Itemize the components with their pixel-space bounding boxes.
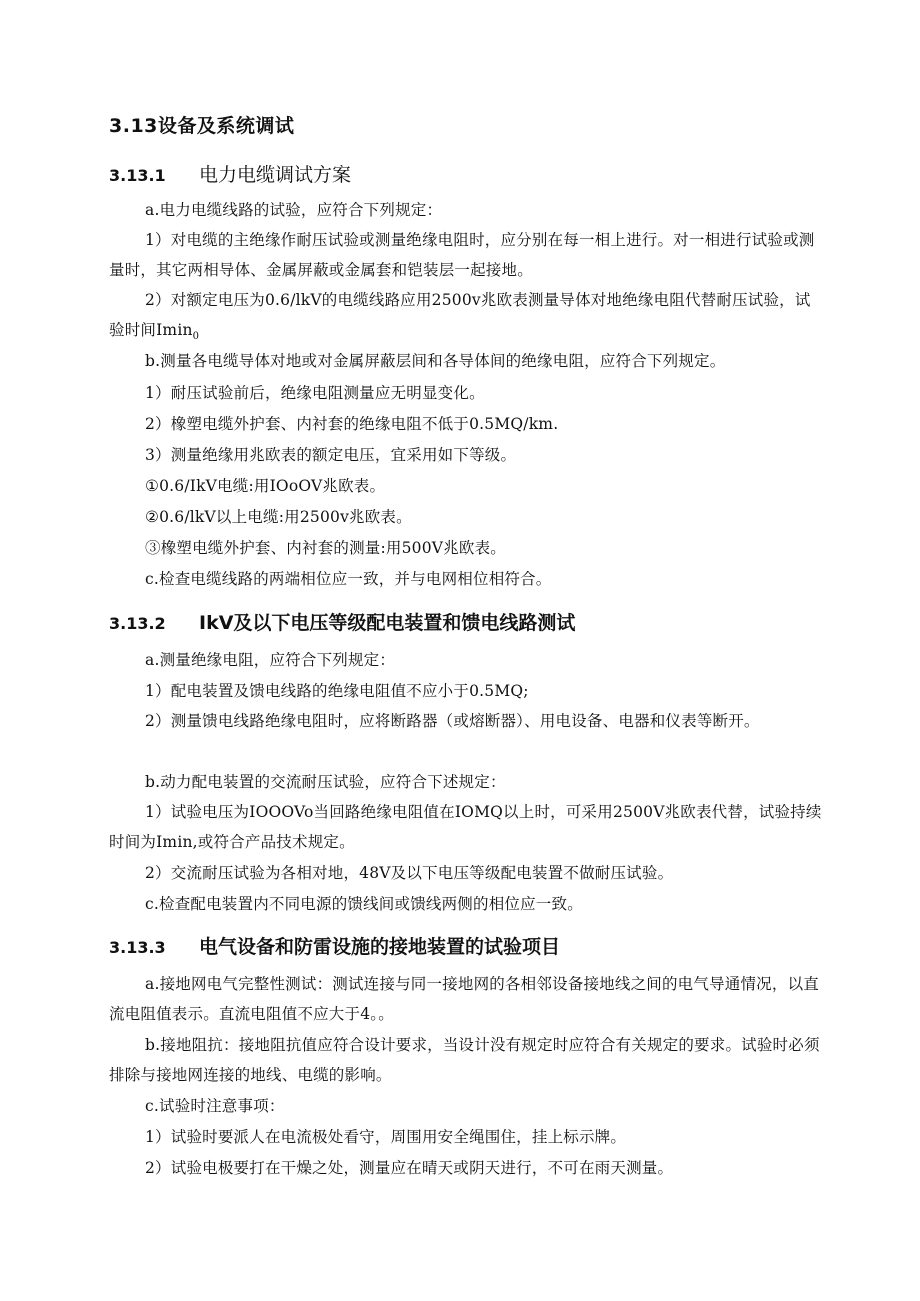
subsection-number: 3.13.1	[109, 166, 166, 185]
paragraph: 1）试验时要派人在电流极处看守，周围用安全绳围住，挂上标示牌。	[145, 1128, 627, 1146]
paragraph: 2）交流耐压试验为各相对地，48V及以下电压等级配电装置不做耐压试验。	[145, 864, 674, 882]
subsection-title: IkV及以下电压等级配电装置和馈电线路测试	[199, 612, 576, 634]
paragraph: 1）配电装置及馈电线路的绝缘电阻值不应小于0.5MQ;	[145, 682, 529, 700]
paragraph: a.电力电缆线路的试验，应符合下列规定：	[145, 201, 443, 219]
paragraph: c.检查配电装置内不同电源的馈线间或馈线两侧的相位应一致。	[145, 895, 583, 913]
paragraph: 2）对额定电压为0.6/lkV的电缆线路应用2500v兆欧表测量导体对地绝缘电阻代替耐压试验，试验时间Imin$_0$	[109, 291, 811, 343]
subsection-heading-1	[109, 160, 351, 187]
subsection-number: 3.13.2	[109, 614, 166, 633]
paragraph: ②0.6/lkV以上电缆:用2500v兆欧表。	[145, 508, 412, 526]
paragraph: 1）试验电压为IOOOVo当回路绝缘电阻值在IOMQ以上时，可采用2500V兆欧表代替，试验持续时间为Imin,或符合产品技术规定。	[109, 803, 822, 851]
paragraph: 2）测量馈电线路绝缘电阻时，应将断路器（或熔断器）、用电设备、电器和仪表等断开。	[145, 712, 760, 730]
paragraph: c.检查电缆线路的两端相位应一致，并与电网相位相符合。	[145, 570, 552, 588]
paragraph: 1）对电缆的主绝缘作耐压试验或测量绝缘电阻时，应分别在每一相上进行。对一相进行试验或测量时，其它两相导体、金属屏蔽或金属套和铠装层一起接地。	[109, 231, 815, 279]
paragraph: c.试验时注意事项：	[145, 1097, 285, 1115]
section-heading: 3.13设备及系统调试	[109, 115, 295, 137]
subsection-title: 电气设备和防雷设施的接地装置的试验项目	[199, 936, 561, 958]
paragraph: 3）测量绝缘用兆欧表的额定电压，宜采用如下等级。	[145, 446, 517, 464]
subsection-heading-3	[109, 932, 560, 959]
subsection-heading-2	[109, 608, 575, 635]
paragraph: a.接地网电气完整性测试：测试连接与同一接地网的各相邻设备接地线之间的电气导通情况，以直流电阻值表示。直流电阻值不应大于4。。	[109, 975, 819, 1023]
paragraph: b.动力配电装置的交流耐压试验，应符合下述规定：	[145, 773, 506, 791]
paragraph: ③橡塑电缆外护套、内衬套的测量:用500V兆欧表。	[145, 539, 507, 557]
paragraph: 1）耐压试验前后，绝缘电阻测量应无明显变化。	[145, 384, 485, 402]
paragraph: 2）试验电极要打在干燥之处，测量应在晴天或阴天进行，不可在雨天测量。	[145, 1159, 674, 1177]
subsection-number: 3.13.3	[109, 938, 166, 957]
paragraph: a.测量绝缘电阻，应符合下列规定：	[145, 651, 396, 669]
paragraph: b.接地阻抗：接地阻抗值应符合设计要求，当设计没有规定时应符合有关规定的要求。试验时必须排除与接地网连接的地线、电缆的影响。	[109, 1036, 820, 1084]
subscript: 0	[192, 331, 200, 343]
paragraph: b.测量各电缆导体对地或对金属屏蔽层间和各导体间的绝缘电阻，应符合下列规定。	[145, 352, 726, 370]
paragraph: 2）橡塑电缆外护套、内衬套的绝缘电阻不低于0.5MQ/km.	[145, 415, 559, 433]
subsection-title: 电力电缆调试方案	[199, 164, 352, 186]
paragraph: ①0.6/IkV电缆:用IOoOV兆欧表。	[145, 477, 386, 495]
